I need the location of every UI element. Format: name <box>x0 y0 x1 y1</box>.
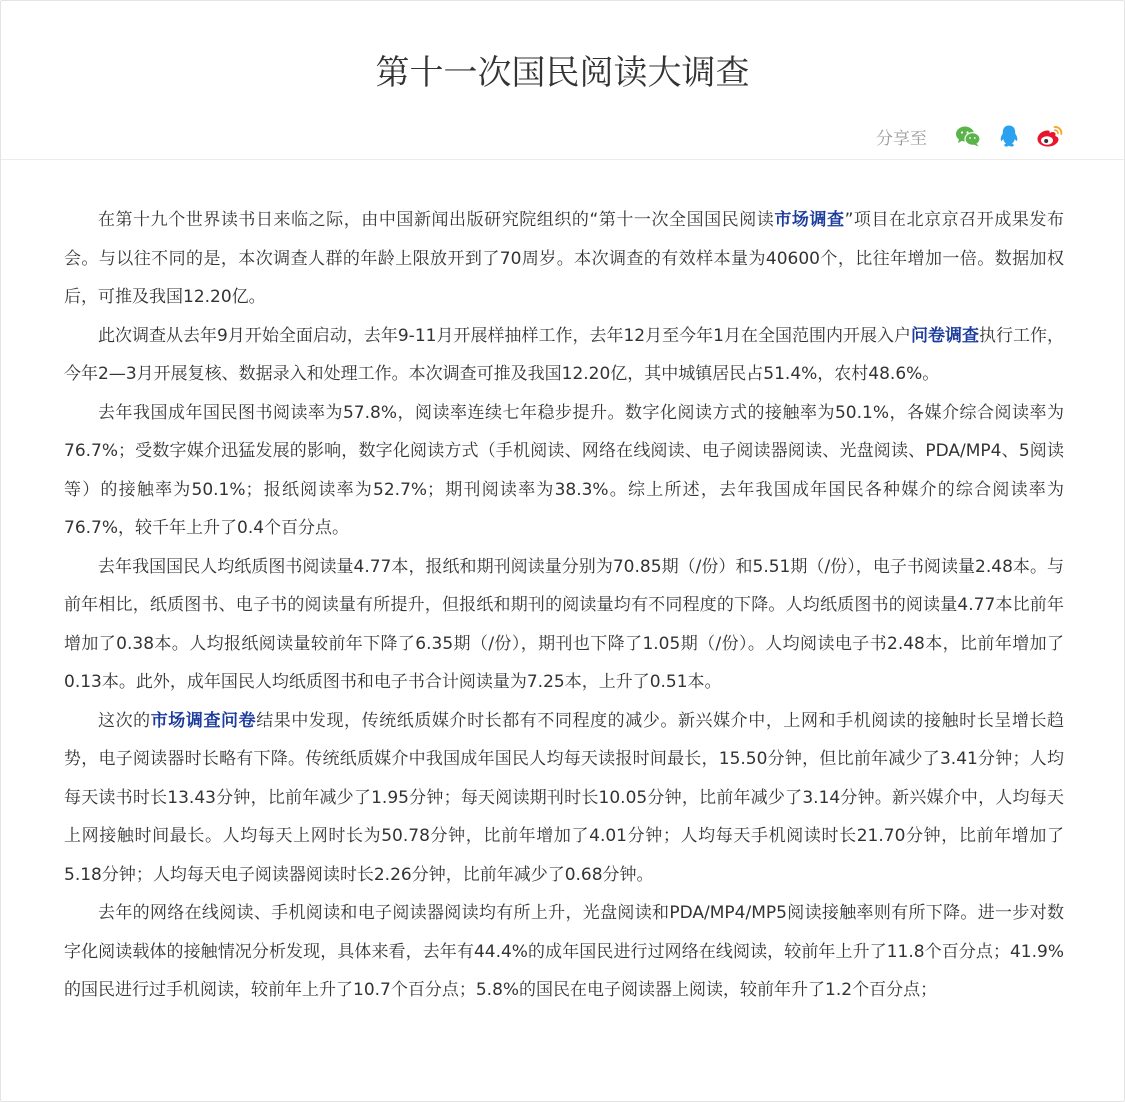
share-label: 分享至 <box>876 128 927 149</box>
paragraph-text: 这次的 <box>98 710 151 731</box>
paragraph-text: 执行工作，今年2—3月开展复核、数据录入和处理工作。本次调查可推及我国12.20亿，其中城镇居民占51.4%，农村48.6%。 <box>64 325 1065 384</box>
paragraph-6: 去年的网络在线阅读、手机阅读和电子阅读器阅读均有所上升，光盘阅读和PDA/MP4/MP5阅读接触率则有所下降。进一步对数字化阅读载体的接触情况分析发现，具体来看，去年有44.4%的成年国民进行过网络在线阅读，较前年上升了11.8个百分点；41.9%的国民进行过手机阅读，较前年上升了10.7个百分点；5.8%的国民在电子阅读器上阅读，较前年升了1.2个百分点； <box>64 903 1064 1000</box>
paragraph-text: ”项目在北京京召开成果发布会。与以往不同的是，本次调查人群的年龄上限放开到了70周岁。本次调查的有效样本量为40600个，比往年增加一倍。数据加权后，可推及我国12.20亿。 <box>64 210 1064 307</box>
article-header <box>1 1 1124 160</box>
paragraph-2 <box>64 317 1064 394</box>
paragraph-1 <box>64 201 1064 317</box>
paragraph-text: 在第十九个世界读书日来临之际，由中国新闻出版研究院组织的“第十一次全国国民阅读 <box>98 210 775 230</box>
paragraph-3: 去年我国成年国民图书阅读率为57.8%，阅读率连续七年稳步提升。数字化阅读方式的接触率为50.1%，各媒介综合阅读率为76.7%；受数字媒介迅猛发展的影响，数字化阅读方式（手机阅读、网络在线阅读、电子阅读器阅读、光盘阅读、PDA/MP4、5阅读等）的接触率为50.1%；报纸阅读率为52.7%；期刊阅读率为38.3%。综上所述，去年我国成年国民各种媒介的综合阅读率为76.7%，较千年上升了0.4个百分点。 <box>64 402 1064 538</box>
questionnaire-survey-link[interactable]: 问卷调查 <box>910 325 979 346</box>
weibo-icon[interactable] <box>1036 122 1064 150</box>
wechat-icon[interactable] <box>954 122 982 150</box>
market-survey-questionnaire-link[interactable]: 市场调查问卷 <box>150 710 257 731</box>
paragraph-text: 此次调查从去年9月开始全面启动，去年9-11月开展样抽样工作，去年12月至今年1月在全国范围内开展入户 <box>98 325 911 346</box>
paragraph-text: 结果中发现，传统纸质媒介时长都有不同程度的减少。新兴媒介中，上网和手机阅读的接触时长呈增长趋势，电子阅读器时长略有下降。传统纸质媒介中我国成年国民人均每天读报时间最长，15.50分钟，但比前年减少了3.41分钟；人均每天读书时长13.43分钟，比前年减少了1.95分钟；每天阅读期刊时长10.05分钟，比前年减少了3.14分钟。新兴媒介中，人均每天上网接触时间最长。人均每天上网时长为50.78分钟，比前年增加了4.01分钟；人均每天手机阅读时长21.70分钟，比前年增加了5.18分钟；人均每天电子阅读器阅读时长2.26分钟，比前年减少了0.68分钟。 <box>64 710 1065 885</box>
qq-icon[interactable] <box>995 122 1023 150</box>
share-bar <box>876 121 1064 151</box>
market-survey-link[interactable]: 市场调查 <box>774 210 845 230</box>
article-body <box>64 201 1064 1010</box>
paragraph-5 <box>64 702 1064 895</box>
paragraph-4: 去年我国国民人均纸质图书阅读量4.77本，报纸和期刊阅读量分别为70.85期（/份）和5.51期（/份），电子书阅读量2.48本。与前年相比，纸质图书、电子书的阅读量有所提升，但报纸和期刊的阅读量均有不同程度的下降。人均纸质图书的阅读量4.77本比前年增加了0.38本。人均报纸阅读量较前年下降了6.35期（/份），期刊也下降了1.05期（/份）。人均阅读电子书2.48本，比前年增加了0.13本。此外，成年国民人均纸质图书和电子书合计阅读量为7.25本，上升了0.51本。 <box>64 556 1064 692</box>
page-title: 第十一次国民阅读大调查 <box>375 53 750 93</box>
